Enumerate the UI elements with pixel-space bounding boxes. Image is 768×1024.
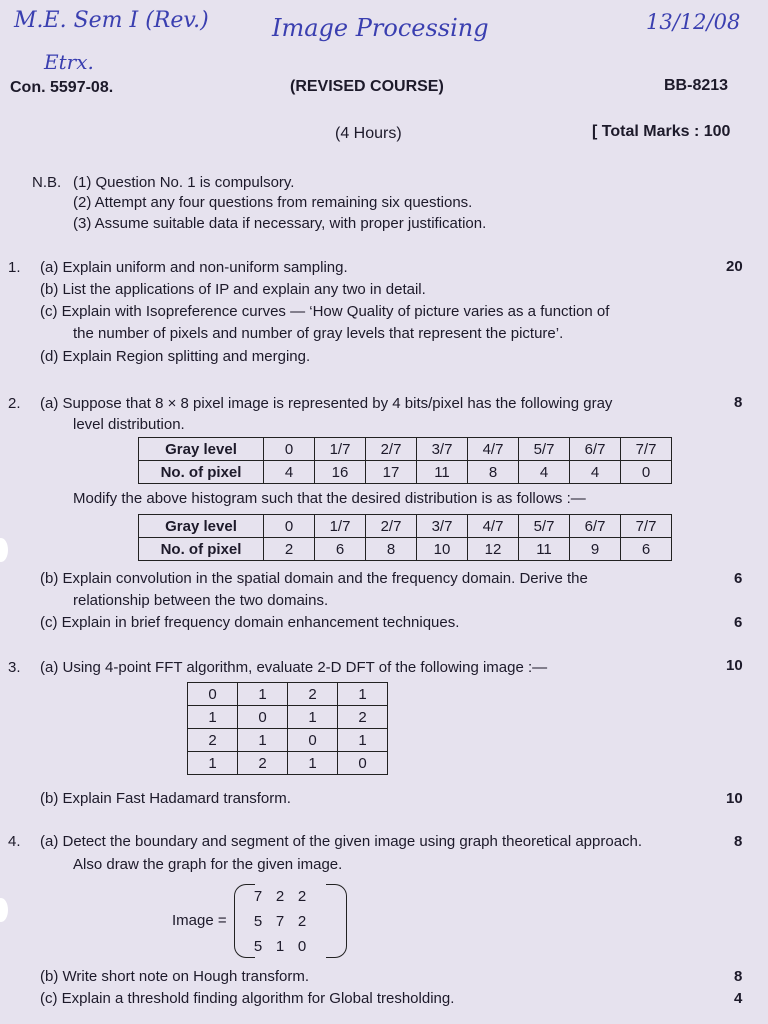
- table1-cell: 4: [264, 461, 315, 484]
- grid-cell: 0: [188, 683, 238, 706]
- paper-code: Con. 5597-08.: [10, 79, 114, 96]
- q4-a-line2: Also draw the graph for the given image.: [73, 856, 343, 873]
- table1-cell: 3/7: [417, 438, 468, 461]
- table2-row-label: Gray level: [139, 515, 264, 538]
- matrix-cell: 2: [275, 888, 285, 905]
- q2-b-line2: relationship between the two domains.: [73, 592, 329, 609]
- q1-a: (a) Explain uniform and non-uniform sampling.: [40, 259, 348, 276]
- table1-row-label: No. of pixel: [139, 461, 264, 484]
- grid-cell: 1: [338, 683, 388, 706]
- image-label: Image =: [172, 912, 227, 929]
- grid-cell: 1: [338, 729, 388, 752]
- image-matrix: [247, 888, 313, 963]
- table2-cell: 12: [468, 538, 519, 561]
- table1-cell: 1/7: [315, 438, 366, 461]
- table2-cell: 6: [315, 538, 366, 561]
- table1-cell: 4: [570, 461, 621, 484]
- q2-number: 2.: [8, 395, 21, 412]
- dft-image-grid: [187, 682, 388, 775]
- note-2: (2) Attempt any four questions from remaining six questions.: [73, 194, 473, 211]
- table2-cell: 9: [570, 538, 621, 561]
- table1-cell: 4: [519, 461, 570, 484]
- q4-c-marks: 4: [734, 990, 743, 1007]
- table1-cell: 2/7: [366, 438, 417, 461]
- q2-a-line2: level distribution.: [73, 416, 185, 433]
- grid-cell: 1: [188, 752, 238, 775]
- right-paren: [326, 884, 347, 958]
- q4-b: (b) Write short note on Hough transform.: [40, 968, 310, 985]
- table1-cell: 0: [621, 461, 672, 484]
- grid-cell: 1: [188, 706, 238, 729]
- q1-c-cont: the number of pixels and number of gray levels that represent the picture’.: [73, 325, 564, 342]
- table2-cell: 6/7: [570, 515, 621, 538]
- histogram-table-1: [138, 437, 672, 484]
- course-type: (REVISED COURSE): [290, 78, 444, 95]
- q4-a-marks: 8: [734, 833, 743, 850]
- note-1: (1) Question No. 1 is compulsory.: [73, 174, 295, 191]
- table1-cell: 11: [417, 461, 468, 484]
- grid-cell: 2: [238, 752, 288, 775]
- table2-cell: 0: [264, 515, 315, 538]
- matrix-cell: 5: [253, 938, 263, 955]
- table2-cell: 8: [366, 538, 417, 561]
- q3-b-marks: 10: [726, 790, 743, 807]
- q1-marks: 20: [726, 258, 743, 275]
- q2-c: (c) Explain in brief frequency domain enhancement techniques.: [40, 614, 460, 631]
- table2-cell: 6: [621, 538, 672, 561]
- q1-c: (c) Explain with Isopreference curves — ‘How Quality of picture varies as a function of: [40, 303, 610, 320]
- matrix-cell: 1: [275, 938, 285, 955]
- duration: (4 Hours): [335, 125, 402, 142]
- q4-b-marks: 8: [734, 968, 743, 985]
- table1-cell: 16: [315, 461, 366, 484]
- handwritten-course: M.E. Sem I (Rev.): [14, 8, 209, 33]
- total-marks: [ Total Marks : 100: [592, 123, 731, 140]
- grid-cell: 2: [188, 729, 238, 752]
- table2-cell: 11: [519, 538, 570, 561]
- q2-c-marks: 6: [734, 614, 743, 631]
- table2-cell: 2: [264, 538, 315, 561]
- grid-cell: 1: [288, 752, 338, 775]
- q4-c: (c) Explain a threshold finding algorithm for Global tresholding.: [40, 990, 455, 1007]
- table1-cell: 8: [468, 461, 519, 484]
- grid-cell: 0: [238, 706, 288, 729]
- handwritten-branch: Etrx.: [44, 50, 94, 74]
- matrix-cell: 7: [253, 888, 263, 905]
- histogram-table-2: [138, 514, 672, 561]
- punch-hole: [0, 538, 8, 562]
- matrix-cell: 2: [297, 888, 307, 905]
- q2-a-line1: (a) Suppose that 8 × 8 pixel image is represented by 4 bits/pixel has the following gray: [40, 395, 613, 412]
- table2-row-label: No. of pixel: [139, 538, 264, 561]
- nb-label: N.B.: [32, 174, 62, 191]
- q3-number: 3.: [8, 659, 21, 676]
- table1-cell: 7/7: [621, 438, 672, 461]
- q2-b-line1: (b) Explain convolution in the spatial domain and the frequency domain. Derive the: [40, 570, 588, 587]
- matrix-cell: 7: [275, 913, 285, 930]
- q1-number: 1.: [8, 259, 21, 276]
- q3-a-marks: 10: [726, 657, 743, 674]
- q2-modify: Modify the above histogram such that the desired distribution is as follows :—: [73, 490, 586, 507]
- table2-cell: 2/7: [366, 515, 417, 538]
- q1-d: (d) Explain Region splitting and merging.: [40, 348, 311, 365]
- table1-row-label: Gray level: [139, 438, 264, 461]
- table2-cell: 5/7: [519, 515, 570, 538]
- punch-hole: [0, 898, 8, 922]
- q2-b-marks: 6: [734, 570, 743, 587]
- grid-cell: 2: [288, 683, 338, 706]
- grid-cell: 0: [288, 729, 338, 752]
- note-3: (3) Assume suitable data if necessary, with proper justification.: [73, 215, 487, 232]
- table1-cell: 5/7: [519, 438, 570, 461]
- table2-cell: 4/7: [468, 515, 519, 538]
- q4-a-line1: (a) Detect the boundary and segment of the given image using graph theoretical approach.: [40, 833, 643, 850]
- matrix-cell: 0: [297, 938, 307, 955]
- table2-cell: 7/7: [621, 515, 672, 538]
- grid-cell: 1: [238, 683, 288, 706]
- q3-b: (b) Explain Fast Hadamard transform.: [40, 790, 291, 807]
- table2-cell: 3/7: [417, 515, 468, 538]
- grid-cell: 2: [338, 706, 388, 729]
- table1-cell: 4/7: [468, 438, 519, 461]
- q3-a: (a) Using 4-point FFT algorithm, evaluate 2-D DFT of the following image :—: [40, 659, 548, 676]
- matrix-cell: 2: [297, 913, 307, 930]
- table1-cell: 17: [366, 461, 417, 484]
- grid-cell: 0: [338, 752, 388, 775]
- q1-b: (b) List the applications of IP and explain any two in detail.: [40, 281, 426, 298]
- paper-id: BB-8213: [664, 77, 729, 94]
- q2-a-marks: 8: [734, 394, 743, 411]
- table1-cell: 6/7: [570, 438, 621, 461]
- handwritten-date: 13/12/08: [646, 10, 741, 34]
- handwritten-subject: Image Processing: [272, 14, 489, 42]
- table1-cell: 0: [264, 438, 315, 461]
- table2-cell: 10: [417, 538, 468, 561]
- grid-cell: 1: [238, 729, 288, 752]
- grid-cell: 1: [288, 706, 338, 729]
- table2-cell: 1/7: [315, 515, 366, 538]
- q4-number: 4.: [8, 833, 21, 850]
- matrix-cell: 5: [253, 913, 263, 930]
